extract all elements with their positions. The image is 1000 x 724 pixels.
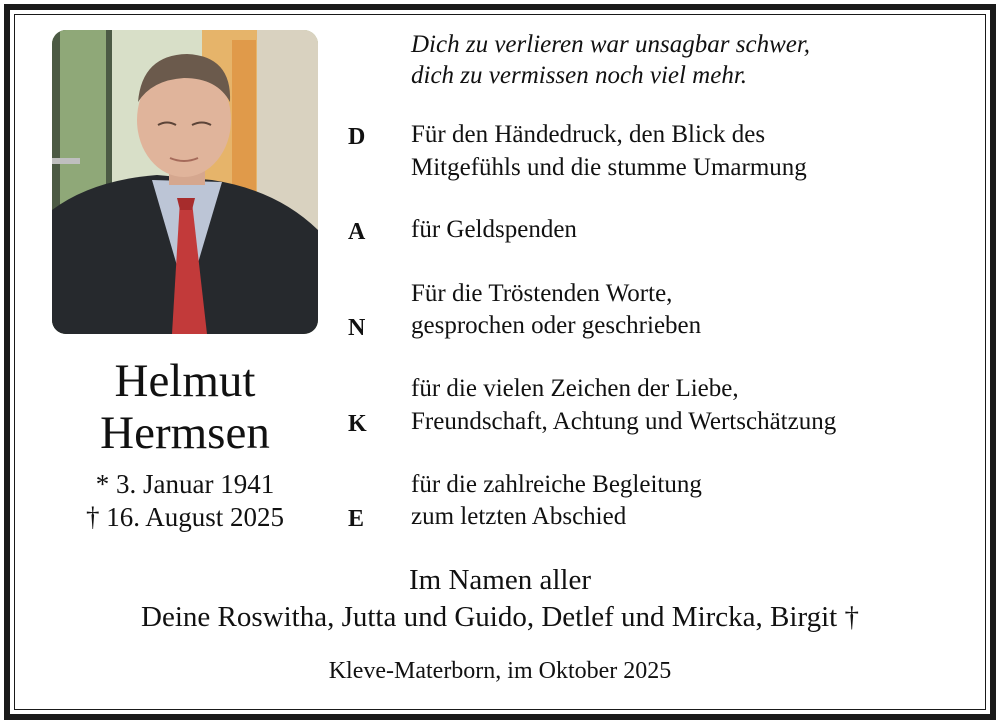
signature-intro: Im Namen aller <box>409 564 591 596</box>
acrostic-letter-a: A <box>348 219 366 245</box>
deceased-last-name: Hermsen <box>100 407 270 459</box>
acrostic-letter-e: E <box>348 506 365 532</box>
verse-line-2: dich zu vermissen noch viel mehr. <box>411 62 748 89</box>
acrostic-letter-n: N <box>348 315 366 341</box>
death-date: † 16. August 2025 <box>85 502 285 532</box>
signature-names: Deine Roswitha, Jutta und Guido, Detlef und Mircka, Birgit † <box>141 601 859 633</box>
acrostic-letter-d: D <box>348 124 366 150</box>
thanks-n-line-1: Für die Tröstenden Worte, <box>411 280 673 307</box>
thanks-n-line-2: gesprochen oder geschrieben <box>411 312 702 339</box>
acrostic-letter-k: K <box>348 411 367 437</box>
thanks-a-line-1: für Geldspenden <box>411 216 577 243</box>
thanks-k-line-1: für die vielen Zeichen der Liebe, <box>411 375 739 402</box>
thanks-d-line-1: Für den Händedruck, den Blick des <box>411 121 766 148</box>
thanks-e-line-1: für die zahlreiche Begleitung <box>411 471 702 498</box>
deceased-first-name: Helmut <box>114 355 256 407</box>
birth-date: * 3. Januar 1941 <box>95 469 275 499</box>
thanks-d-line-2: Mitgefühls und die stumme Umarmung <box>411 154 807 181</box>
portrait-photo <box>52 30 318 334</box>
verse-line-1: Dich zu verlieren war unsagbar schwer, <box>411 31 811 58</box>
thanks-e-line-2: zum letzten Abschied <box>411 503 627 530</box>
place-and-date: Kleve-Materborn, im Oktober 2025 <box>328 658 672 684</box>
thanks-k-line-2: Freundschaft, Achtung und Wertschätzung <box>411 408 837 435</box>
